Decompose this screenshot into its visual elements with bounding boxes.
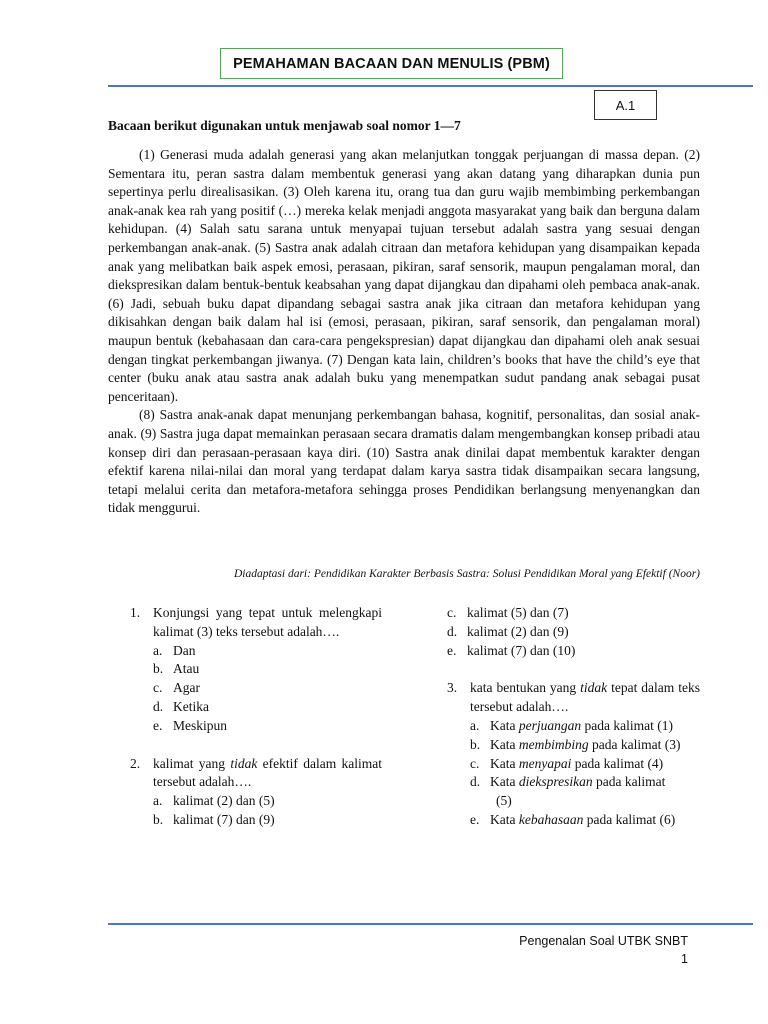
- option-text: kalimat (7) dan (9): [173, 811, 275, 827]
- option-text: Agar: [173, 680, 200, 696]
- reading-passage: [108, 146, 700, 518]
- option-d[interactable]: [153, 698, 382, 717]
- option-e[interactable]: [153, 717, 382, 736]
- option-c[interactable]: [470, 755, 700, 774]
- option-e[interactable]: [447, 642, 700, 661]
- option-letter: e.: [470, 811, 480, 827]
- footer-divider: [108, 923, 753, 925]
- question-3: [447, 679, 700, 717]
- page-title: PEMAHAMAN BACAAN DAN MENULIS (PBM): [220, 48, 563, 79]
- option-text: Kata kebahasaan pada kalimat (6): [490, 811, 676, 827]
- option-b[interactable]: [153, 660, 382, 679]
- page-number: 1: [681, 952, 688, 966]
- option-text: Kata diekspresikan pada kalimat (5): [490, 774, 666, 809]
- option-letter: b.: [153, 661, 164, 677]
- question-3-options: [470, 717, 700, 830]
- option-b[interactable]: [470, 736, 700, 755]
- passage-instruction: Bacaan berikut digunakan untuk menjawab soal nomor 1—7: [108, 118, 461, 133]
- option-letter: b.: [470, 736, 481, 752]
- header-divider: [108, 85, 753, 87]
- option-text: Kata perjuangan pada kalimat (1): [490, 717, 673, 733]
- question-number: 3.: [447, 680, 458, 696]
- option-letter: b.: [153, 811, 164, 827]
- option-e[interactable]: [470, 811, 700, 830]
- option-text: Atau: [173, 661, 200, 677]
- passage-paragraph-1: (1) Generasi muda adalah generasi yang akan melanjutkan tonggak perjuangan di massa depan. (2) Sementara itu, peran sastra dalam membentuk generasi yang akan datang yang diharapkan dunia pun sepertinya perlu direalisasikan. (3) Oleh karena itu, orang tua dan guru wajib membimbing perkembangan anak-anak kea rah yang positif (…) mereka kelak menjadi anggota masyarakat yang baik dan berguna dalam kehidupan. (4) Salah satu sarana untuk menyapai tujuan tersebut adalah sastra yang sesuai dengan perkembangan anak-anak. (5) Sastra anak adalah citraan dan metafora kehidupan yang disampaikan kepada anak yang melibatkan baik aspek emosi, perasaan, pikiran, saraf sensorik, maupun pengalaman moral, dan diekspresikan dalam bentuk-bentuk keabsahan yang dapat dijangkau dan dipahami oleh pembaca anak-anak. (6) Jadi, sebuah buku dapat dipandang sebagai sastra anak jika citraan dan metafora kehidupan yang dikisahkan dengan baik dalam hal isi (emosi, perasaan, pikiran, saraf sensorik, dan pengalaman moral) maupun bentuk (kebahasaan dan cara-cara pengekspresian) dapat dijangkau dan dipahami oleh anak sesuai dengan tingkat perkembangan jiwanya. (7) Dengan kata lain, children’s books that have the child’s eye that center (buku anak atau sastra anak adalah buku yang menempatkan sudut pandang anak sebagai pusat penceritaan).: [108, 147, 700, 404]
- option-letter: d.: [153, 698, 164, 714]
- question-1-options: [153, 642, 382, 736]
- question-number: 2.: [130, 755, 141, 771]
- option-text: Meskipun: [173, 717, 227, 733]
- option-text: Kata menyapai pada kalimat (4): [490, 755, 664, 771]
- option-text: Kata membimbing pada kalimat (3): [490, 736, 681, 752]
- option-letter: a.: [153, 793, 163, 809]
- option-letter: e.: [447, 642, 457, 658]
- footer-label: Pengenalan Soal UTBK SNBT: [519, 934, 688, 948]
- option-a[interactable]: [153, 642, 382, 661]
- option-b[interactable]: [153, 811, 382, 830]
- option-text: kalimat (2) dan (5): [173, 793, 275, 809]
- option-c[interactable]: [447, 604, 700, 623]
- option-text: kalimat (2) dan (9): [467, 623, 569, 639]
- option-text: kalimat (7) dan (10): [467, 642, 576, 658]
- option-letter: a.: [153, 642, 163, 658]
- questions-right-column: [447, 604, 700, 830]
- option-letter: c.: [447, 605, 457, 620]
- passage-paragraph-2: (8) Sastra anak-anak dapat menunjang perkembangan bahasa, kognitif, personalitas, dan sosial anak-anak. (9) Sastra juga dapat memainkan perasaan secara dramatis dalam mengembangkan konsep pribadi atau konsep diri dan perasaan-perasaan kaya diri. (10) Sastra anak dinilai dapat membentuk karakter dengan efektif karena nilai-nilai dan moral yang terdapat dalam karya sastra tidak disampaikan secara langsung, tetapi melalui cerita dan metafora-metafora sehingga proses Pendidikan berlangsung menyenangkan dan tidak menggurui.: [108, 407, 700, 516]
- option-letter: d.: [447, 623, 458, 639]
- question-2: [130, 755, 382, 793]
- passage-source: Diadaptasi dari: Pendidikan Karakter Berbasis Sastra: Solusi Pendidikan Moral yang Efektif (Noor): [233, 568, 700, 580]
- option-letter: d.: [470, 774, 481, 790]
- section-code-badge: A.1: [594, 90, 657, 120]
- option-d[interactable]: [447, 623, 700, 642]
- option-text: kalimat (5) dan (7): [467, 605, 569, 620]
- option-letter: c.: [470, 755, 480, 771]
- option-letter: a.: [470, 717, 480, 733]
- questions-left-column: [130, 604, 382, 830]
- question-2-options-continued: [447, 604, 700, 660]
- option-text: Dan: [173, 642, 196, 658]
- question-stem: kalimat yang tidak efektif dalam kalimat tersebut adalah….: [153, 755, 382, 790]
- question-number: 1.: [130, 605, 141, 620]
- option-c[interactable]: [153, 679, 382, 698]
- footer: [440, 932, 688, 968]
- option-letter: e.: [153, 717, 163, 733]
- option-text: Ketika: [173, 698, 209, 714]
- option-a[interactable]: [470, 717, 700, 736]
- question-2-options: [153, 792, 382, 830]
- option-letter: c.: [153, 680, 163, 696]
- question-1: [130, 604, 382, 642]
- option-a[interactable]: [153, 792, 382, 811]
- question-stem: kata bentukan yang tidak tepat dalam teks tersebut adalah….: [470, 680, 700, 715]
- option-d[interactable]: [470, 773, 700, 811]
- question-stem: Konjungsi yang tepat untuk melengkapi kalimat (3) teks tersebut adalah….: [153, 605, 382, 639]
